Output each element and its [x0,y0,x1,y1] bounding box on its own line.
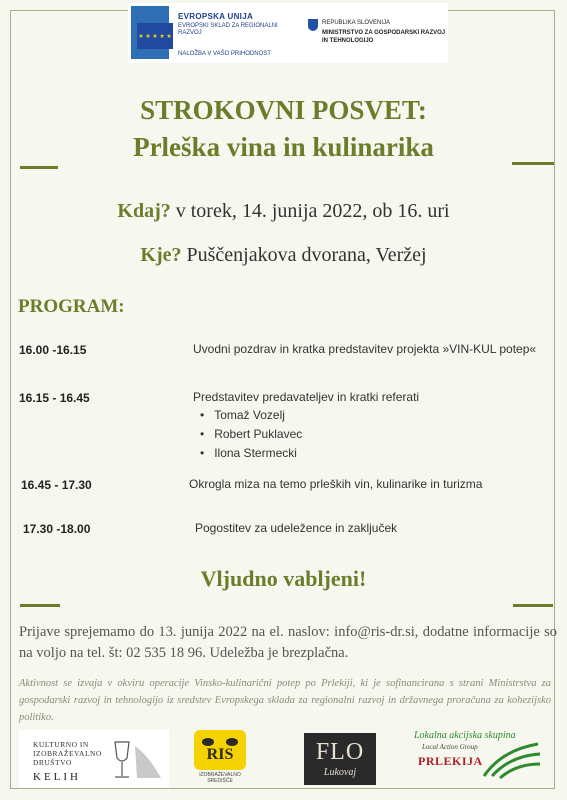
kelih-logo [19,730,169,788]
wine-glass-icon [109,738,164,784]
welcome-text: Vljudno vabljeni! [200,566,367,591]
ris-sub: IZOBRAŽEVALNO SREDIŠČE [199,772,241,784]
ris-name: RIS [206,746,234,763]
program-heading: PROGRAM: [18,296,125,317]
eu-logo-title: EVROPSKA UNIJA [178,12,254,21]
welcome-divider-right [513,604,553,607]
slovenia-emblem-icon [308,19,318,31]
las-line2: Local Action Group [422,743,478,751]
date-label: Kdaj? [117,200,171,222]
rs-logo-country: REPUBLIKA SLOVENIJA [322,20,391,26]
program-time-2: 16.15 - 16.45 [19,391,90,405]
program-time-3: 16.45 - 17.30 [21,478,92,492]
program-desc-3: Okrogla miza na temo prleških vin, kulinarike in turizma [189,477,483,491]
program-desc-2: Predstavitev predavateljev in kratki referati [193,390,420,404]
event-title-line2: Prleška vina in kulinarika [133,132,434,162]
registration-info: Prijave sprejemamo do 13. junija 2022 na el. naslov: info@ris-dr.si, dodatne informacije so na voljo na tel. št: 02 535 18 96. Udeležba je brezplačna. [19,624,557,661]
speaker-item: • Ilona Stermecki [200,446,297,460]
eu-logo-slogan: NALOŽBA V VAŠO PRIHODNOST [178,51,271,57]
program-desc-1: Uvodni pozdrav in kratka predstavitev projekta »VIN-KUL potep« [193,342,537,356]
flo-name: FLO [315,739,365,765]
date-text: v torek, 14. junija 2022, ob 16. uri [170,200,450,222]
event-date [0,200,567,223]
eu-logo-fund: EVROPSKI SKLAD ZA REGIONALNI RAZVOJ [178,23,278,36]
title-divider-left [20,166,58,169]
welcome-divider-left [20,604,60,607]
las-prlekija-logo [412,728,552,788]
las-line1: Lokalna akcijska skupina [414,730,516,741]
las-name: PRLEKIJA [418,754,483,768]
title-divider-right [512,162,554,165]
rs-logo-ministry: MINISTRSTVO ZA GOSPODARSKI RAZVOJ IN TEHNOLOGIJO [322,30,446,44]
owl-eye-icon [226,738,238,746]
kelih-line1: KULTURNO IN [33,740,89,749]
vine-leaves-icon [482,740,542,780]
program-time-4: 17.30 -18.00 [23,522,91,536]
rs-ministry-logo [308,3,448,63]
flo-sub: Lukovaj [323,767,357,778]
location-label: Kje? [140,244,182,266]
speaker-item: • Robert Puklavec [200,427,302,441]
location-text: Puščenjakova dvorana, Veržej [181,244,427,266]
program-desc-4: Pogostitev za udeležence in zaključek [195,521,398,535]
kelih-line2: IZOBRAŽEVALNO [33,749,102,758]
event-location [0,244,567,267]
kelih-line3: DRUŠTVO [33,758,72,767]
kelih-name: KELIH [33,771,81,783]
owl-eye-icon [202,738,214,746]
eu-stars-icon: ★ ★ ★ ★ ★ [138,33,172,40]
program-time-1: 16.00 -16.15 [19,343,87,357]
event-title-line1: STROKOVNI POSVET: [140,95,427,125]
eu-logo [128,3,308,63]
speaker-item: • Tomaž Vozelj [200,408,285,422]
funding-note: Aktivnost se izvaja v okviru operacije Vinsko-kulinarični potep po Prlekiji, ki je sofinancirana s strani Ministrstva za gospodarski razvoj in tehnologijo iz sredstev Evropskega sklada za regionalni razvoj in državnega proračuna za kohezijsko politiko. [19,678,551,723]
ris-logo [190,728,250,786]
flo-logo [304,733,376,785]
